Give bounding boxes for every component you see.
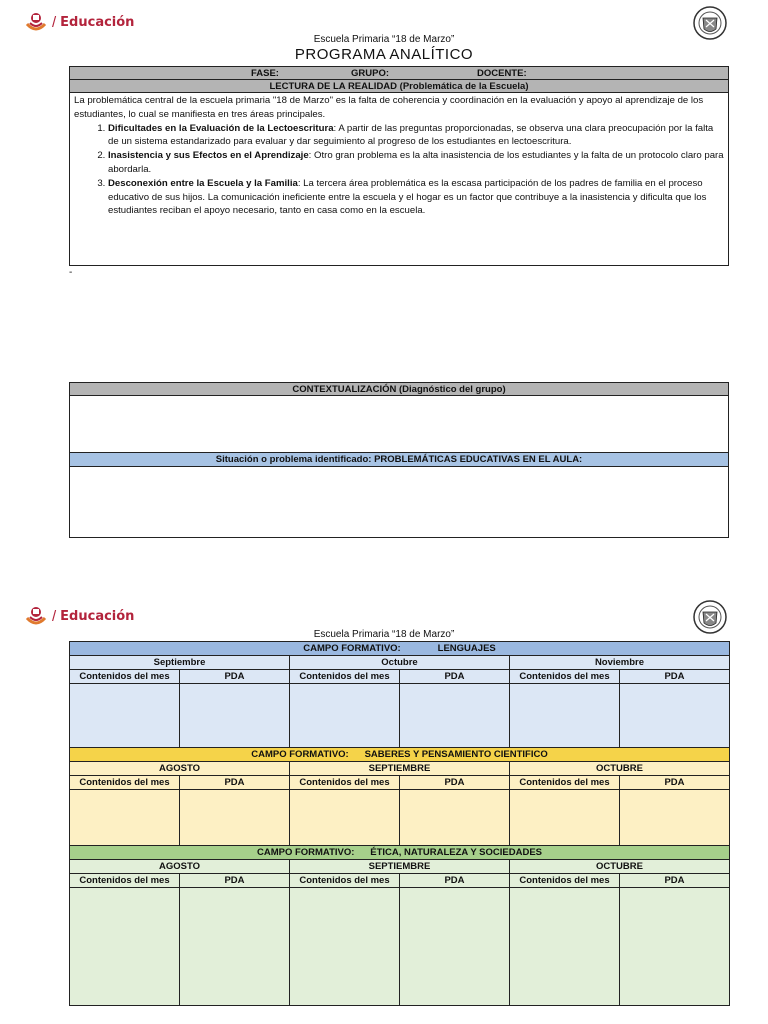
month-header: OCTUBRE — [510, 762, 730, 776]
col-pda: PDA — [620, 776, 730, 790]
month-header: Noviembre — [510, 656, 730, 670]
logo-text: Educación — [60, 608, 135, 624]
month-header: Octubre — [290, 656, 510, 670]
list-item: 3. Desconexión entre la Escuela y la Familia: La tercera área problemática es la escasa participación de los padres de familia en el proceso educativo de sus hijos. La comunicación ineficiente entre la escuela y el hogar es un factor que contribuye a la inasistencia y dificulta que los estudiantes reciban el apoyo necesario, tanto en casa como en la escuela. — [108, 177, 724, 218]
school-name: Escuela Primaria “18 de Marzo” — [313, 34, 455, 45]
list-item: 2. Inasistencia y sus Efectos en el Aprendizaje: Otro gran problema es la alta inasistencia de los estudiantes y la falta de un protocolo claro para abordarla. — [108, 149, 724, 177]
content-cell[interactable] — [290, 888, 400, 1006]
logo-text: Educación — [60, 14, 135, 30]
col-pda: PDA — [400, 874, 510, 888]
col-pda: PDA — [400, 670, 510, 684]
campo-etica-header: CAMPO FORMATIVO: ÉTICA, NATURALEZA Y SOCIEDADES — [70, 846, 730, 860]
col-contenidos: Contenidos del mes — [70, 874, 180, 888]
content-cell[interactable] — [400, 684, 510, 748]
situacion-header: Situación o problema identificado: PROBLEMÁTICAS EDUCATIVAS EN EL AULA: — [70, 453, 729, 467]
col-contenidos: Contenidos del mes — [290, 874, 400, 888]
dash-mark: - — [69, 267, 73, 278]
col-contenidos: Contenidos del mes — [70, 776, 180, 790]
grupo-label: GRUPO: — [351, 67, 389, 79]
content-cell[interactable] — [180, 790, 290, 846]
col-pda: PDA — [180, 776, 290, 790]
campo-saberes-header: CAMPO FORMATIVO: SABERES Y PENSAMIENTO CIENTIFICO — [70, 748, 730, 762]
month-header: AGOSTO — [70, 860, 290, 874]
col-contenidos: Contenidos del mes — [510, 670, 620, 684]
content-cell[interactable] — [620, 684, 730, 748]
fase-label: FASE: — [251, 67, 279, 79]
col-pda: PDA — [620, 670, 730, 684]
content-cell[interactable] — [70, 790, 180, 846]
educacion-logo: / Educación — [24, 604, 134, 628]
lectura-table — [69, 66, 729, 266]
month-header: SEPTIEMBRE — [290, 860, 510, 874]
lectura-header: LECTURA DE LA REALIDAD (Problemática de la Escuela) — [70, 80, 729, 93]
content-cell[interactable] — [290, 790, 400, 846]
col-contenidos: Contenidos del mes — [70, 670, 180, 684]
content-cell[interactable] — [620, 790, 730, 846]
fase-row — [70, 67, 729, 80]
col-pda: PDA — [180, 874, 290, 888]
col-contenidos: Contenidos del mes — [290, 776, 400, 790]
campos-table — [69, 641, 730, 1006]
campo-lenguajes-header: CAMPO FORMATIVO: LENGUAJES — [70, 642, 730, 656]
contexto-body[interactable] — [70, 396, 729, 453]
month-header: SEPTIEMBRE — [290, 762, 510, 776]
intro-text: La problemática central de la escuela primaria "18 de Marzo" es la falta de coherencia y coordinación en la evaluación y apoyo al aprendizaje de los estudiantes, lo cual se manifiesta en tres áreas principales. — [74, 95, 704, 120]
content-cell[interactable] — [400, 790, 510, 846]
col-pda: PDA — [180, 670, 290, 684]
month-header: Septiembre — [70, 656, 290, 670]
educacion-logo-icon — [24, 604, 48, 628]
situacion-body[interactable] — [70, 467, 729, 538]
content-cell[interactable] — [70, 684, 180, 748]
content-cell[interactable] — [400, 888, 510, 1006]
contexto-header: CONTEXTUALIZACIÓN (Diagnóstico del grupo) — [70, 383, 729, 396]
educacion-logo: / Educación — [24, 10, 134, 34]
month-header: AGOSTO — [70, 762, 290, 776]
educacion-logo-icon — [24, 10, 48, 34]
content-cell[interactable] — [620, 888, 730, 1006]
list-item: 1. Dificultades en la Evaluación de la Lectoescritura: A partir de las preguntas proporcionadas, se observa una clara preocupación por la falta de un sistema estandarizado para evaluar y dar seguimiento al progreso de los estudiantes en lectoescritura. — [108, 122, 724, 150]
month-header: OCTUBRE — [510, 860, 730, 874]
contexto-table — [69, 382, 729, 538]
content-cell[interactable] — [510, 790, 620, 846]
page-title: PROGRAMA ANALÍTICO — [294, 46, 474, 63]
problem-list — [74, 122, 724, 219]
school-name: Escuela Primaria “18 de Marzo” — [313, 629, 455, 640]
col-pda: PDA — [400, 776, 510, 790]
docente-label: DOCENTE: — [477, 67, 527, 79]
content-cell[interactable] — [510, 888, 620, 1006]
col-pda: PDA — [620, 874, 730, 888]
content-cell[interactable] — [510, 684, 620, 748]
col-contenidos: Contenidos del mes — [510, 874, 620, 888]
content-cell[interactable] — [70, 888, 180, 1006]
content-cell[interactable] — [180, 888, 290, 1006]
col-contenidos: Contenidos del mes — [290, 670, 400, 684]
col-contenidos: Contenidos del mes — [510, 776, 620, 790]
content-cell[interactable] — [180, 684, 290, 748]
lectura-body — [70, 93, 729, 266]
content-cell[interactable] — [290, 684, 400, 748]
